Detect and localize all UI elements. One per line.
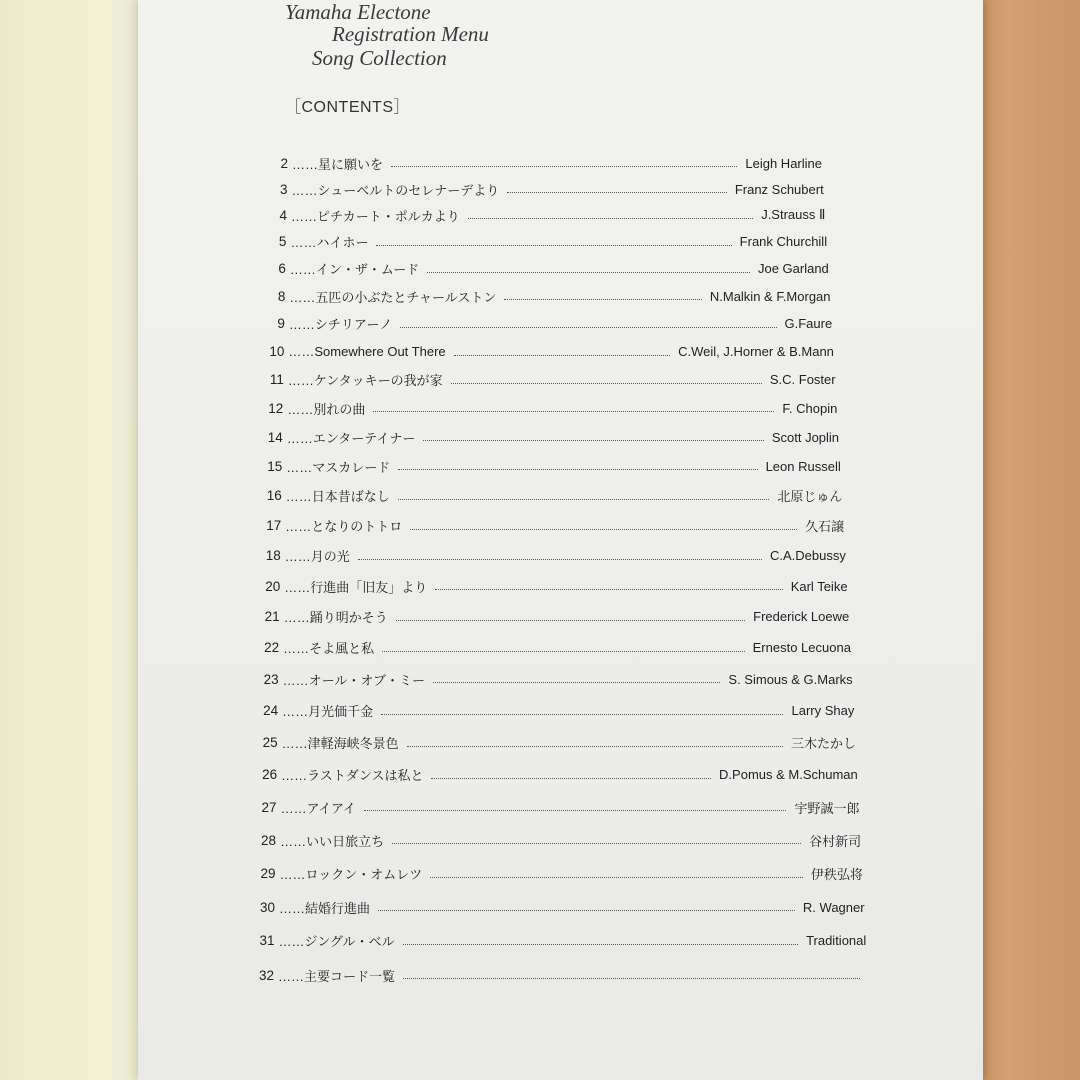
toc-song-title: ……そよ風と私: [283, 641, 375, 657]
toc-composer: 谷村新司: [809, 833, 862, 849]
toc-song-title: ……ジングル・ベル: [278, 934, 395, 950]
toc-song-title: ……となりのトトロ: [285, 519, 403, 535]
toc-dot-leader: [392, 842, 801, 844]
toc-composer: N.Malkin & F.Morgan: [709, 288, 831, 304]
toc-page-number: 28: [261, 832, 277, 848]
toc-dot-leader: [381, 713, 783, 715]
title-line-3: Song Collection: [312, 46, 447, 70]
toc-row: [251, 796, 860, 818]
toc-row: [254, 575, 847, 597]
toc-composer: R. Wagner: [802, 899, 865, 915]
toc-page-number: 16: [266, 488, 282, 504]
toc-row: [260, 231, 827, 253]
title-line-2: Registration Menu: [332, 22, 489, 46]
toc-page-number: 20: [265, 578, 281, 594]
toc-dot-leader: [382, 650, 744, 652]
toc-dot-leader: [398, 468, 757, 470]
toc-dot-leader: [451, 382, 762, 384]
toc-composer: S.C. Foster: [769, 372, 836, 388]
toc-page-number: 8: [277, 288, 286, 304]
toc-composer: Leigh Harline: [745, 155, 822, 171]
toc-row: [254, 606, 850, 628]
toc-song-title: ……月光価千金: [282, 704, 374, 720]
toc-page-number: 29: [260, 866, 276, 882]
toc-composer: Larry Shay: [791, 703, 855, 719]
toc-page-number: 2: [280, 155, 288, 171]
toc-song-title: ……エンターテイナー: [286, 430, 416, 446]
toc-song-title: ……いい日旅立ち: [280, 833, 385, 849]
toc-song-title: ……イン・ザ・ムード: [289, 262, 420, 278]
toc-page-number: 21: [264, 609, 280, 625]
toc-dot-leader: [358, 558, 762, 560]
toc-row: [250, 863, 863, 885]
toc-row: [252, 732, 856, 754]
toc-song-title: ……オール・オブ・ミー: [282, 672, 426, 688]
toc-dot-leader: [364, 809, 787, 811]
toc-song-title: ……月の光: [284, 549, 350, 565]
toc-song-title: ……シチリアーノ: [288, 317, 393, 333]
toc-composer: Leon Russell: [765, 458, 841, 474]
title-line-1: Yamaha Electone: [285, 0, 431, 24]
toc-dot-leader: [427, 271, 750, 273]
toc-song-title: ……五匹の小ぶたとチャールストン: [289, 289, 497, 305]
toc-page-number: 23: [263, 671, 279, 687]
toc-composer: C.A.Debussy: [769, 548, 846, 564]
toc-row: [255, 545, 846, 567]
toc-dot-leader: [400, 326, 776, 328]
toc-dot-leader: [378, 909, 795, 911]
toc-composer: Scott Joplin: [771, 429, 840, 445]
toc-dot-leader: [410, 528, 797, 530]
toc-dot-leader: [507, 191, 727, 193]
contents-heading: ［CONTENTS］: [285, 99, 411, 116]
toc-row: [248, 964, 868, 986]
toc-song-title: ……星に願いを: [292, 156, 384, 172]
toc-dot-leader: [403, 977, 860, 979]
toc-song-title: ……アイアイ: [280, 800, 356, 816]
toc-dot-leader: [407, 745, 783, 747]
toc-dot-leader: [431, 777, 711, 779]
toc-song-title: ……Somewhere Out There: [288, 344, 446, 360]
toc-composer: 宇野誠一郎: [794, 800, 860, 816]
toc-row: [258, 369, 836, 391]
toc-page-number: 32: [258, 967, 274, 983]
toc-row: [261, 178, 823, 200]
toc-composer: Frank Churchill: [739, 234, 828, 250]
toc-composer: 久石譲: [805, 519, 845, 535]
toc-row: [257, 397, 837, 419]
toc-page-number: 14: [267, 429, 283, 445]
toc-dot-leader: [433, 681, 720, 683]
toc-dot-leader: [403, 943, 799, 945]
toc-page-number: 12: [268, 400, 284, 416]
toc-dot-leader: [391, 165, 737, 167]
toc-composer: Joe Garland: [757, 261, 829, 277]
toc-song-title: ……主要コード一覧: [278, 968, 396, 984]
toc-dot-leader: [423, 439, 763, 441]
toc-row: [258, 341, 834, 363]
toc-row: [260, 258, 829, 280]
toc-row: [256, 455, 840, 477]
toc-row: [249, 896, 865, 918]
toc-row: [256, 485, 843, 507]
toc-row: [259, 313, 832, 335]
toc-page-number: 11: [269, 372, 284, 388]
toc-dot-leader: [430, 876, 803, 878]
toc-page-number: 3: [279, 181, 288, 197]
toc-page-number: 10: [269, 344, 285, 360]
toc-song-title: ……踊り明かそう: [283, 610, 388, 626]
toc-row: [249, 930, 867, 952]
toc-composer: Traditional: [806, 933, 867, 949]
toc-row: [257, 426, 839, 448]
toc-song-title: ……シューベルトのセレナーデより: [291, 182, 500, 198]
toc-song-title: ……ラストダンスは私と: [281, 768, 424, 784]
toc-dot-leader: [435, 588, 782, 590]
toc-page-number: 30: [260, 899, 276, 915]
toc-song-title: ……結婚行進曲: [279, 900, 371, 916]
toc-page-number: 9: [277, 316, 285, 332]
toc-page-number: 22: [264, 640, 280, 656]
toc-dot-leader: [376, 244, 731, 246]
toc-page-number: 25: [262, 735, 278, 751]
toc-row: [253, 637, 851, 659]
toc-song-title: ……ハイホー: [290, 235, 369, 251]
toc-page-number: 5: [278, 234, 287, 250]
toc-dot-leader: [396, 619, 745, 621]
toc-page-number: 15: [267, 458, 283, 474]
toc-row: [262, 152, 822, 174]
toc-composer: Karl Teike: [790, 578, 848, 594]
toc-song-title: ……日本昔ばなし: [285, 489, 390, 505]
toc-row: [255, 515, 844, 537]
toc-composer: Frederick Loewe: [753, 609, 850, 625]
toc-composer: C.Weil, J.Horner & B.Mann: [678, 344, 834, 360]
toc-page-number: 31: [259, 933, 275, 949]
toc-song-title: ……ピチカート・ポルカより: [290, 208, 460, 224]
toc-song-title: ……津軽海峡冬景色: [281, 736, 399, 752]
toc-composer: Franz Schubert: [734, 181, 824, 197]
toc-row: [252, 700, 854, 722]
toc-page-number: 4: [279, 207, 287, 223]
toc-dot-leader: [398, 498, 770, 500]
toc-composer: J.Strauss Ⅱ: [761, 207, 826, 223]
toc-song-title: ……行進曲「旧友」より: [284, 579, 428, 595]
toc-composer: 三木たかし: [791, 736, 857, 752]
toc-song-title: ……ロックン・オムレツ: [279, 867, 423, 883]
toc-dot-leader: [454, 354, 670, 356]
toc-composer: 伊秩弘将: [810, 867, 863, 883]
toc-dot-leader: [373, 410, 774, 412]
toc-composer: Ernesto Lecuona: [752, 640, 851, 656]
toc-page-number: 26: [262, 767, 278, 783]
toc-row: [261, 204, 825, 226]
toc-page-number: 6: [278, 261, 286, 277]
toc-dot-leader: [468, 217, 753, 219]
toc-row: [251, 764, 858, 786]
toc-composer: S. Simous & G.Marks: [728, 671, 853, 687]
toc-song-title: ……マスカレード: [286, 459, 391, 475]
toc-composer: G.Faure: [784, 316, 833, 332]
toc-page-number: 24: [263, 703, 279, 719]
toc-composer: F. Chopin: [782, 400, 838, 416]
toc-row: [259, 285, 830, 307]
toc-row: [253, 668, 853, 690]
toc-page-number: 18: [265, 548, 281, 564]
toc-song-title: ……別れの曲: [287, 401, 366, 417]
toc-dot-leader: [504, 298, 701, 300]
toc-page-number: 27: [261, 799, 277, 815]
toc-song-title: ……ケンタッキーの我が家: [287, 373, 443, 389]
toc-composer: D.Pomus & M.Schuman: [719, 767, 858, 783]
toc-row: [250, 829, 861, 851]
toc-page-number: 17: [266, 518, 282, 534]
toc-composer: 北原じゅん: [777, 489, 843, 505]
